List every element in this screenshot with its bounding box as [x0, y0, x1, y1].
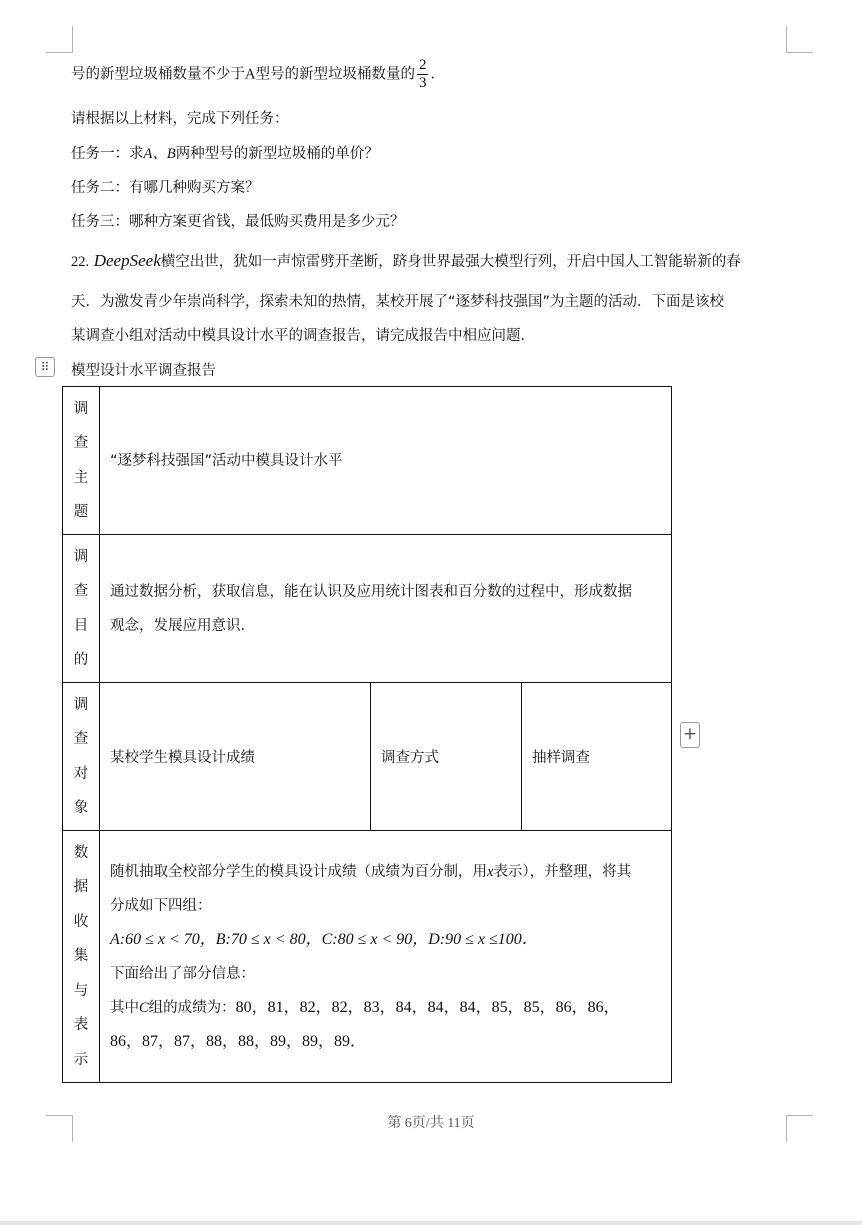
table-row	[63, 831, 672, 1083]
topic-content[interactable]	[100, 387, 672, 535]
label-char: 题	[73, 504, 89, 520]
topic-text: “逐梦科技强国”活动中模具设计水平	[110, 452, 343, 469]
label-char: 调	[73, 696, 89, 713]
question-22-line-3: 某调查小组对活动中模具设计水平的调查报告，请完成报告中相应问题．	[71, 328, 535, 344]
data-line-1	[110, 855, 661, 889]
label-char: 调	[73, 400, 89, 417]
fraction-denominator: 3	[418, 75, 427, 91]
text-span: 号的新型垃圾桶数量不少于	[71, 66, 245, 83]
plus-icon[interactable]: +	[680, 722, 700, 748]
text-span: ．	[430, 66, 445, 83]
math-ab: A、B	[143, 146, 176, 162]
object-content[interactable]: 某校学生模具设计成绩	[100, 683, 371, 831]
label-char: 与	[73, 982, 89, 999]
row-label-object	[63, 683, 100, 831]
method-value[interactable]: 抽样调查	[522, 683, 672, 831]
page-footer: 第 6页/共 11页	[387, 1116, 475, 1131]
question-number: 22.	[71, 254, 90, 270]
label-char: 目	[73, 617, 89, 634]
label-char: 数	[73, 844, 89, 861]
deepseek-name: DeepSeek	[93, 251, 161, 270]
group-definitions: A:60 ≤ x < 70，B:70 ≤ x < 80，C:80 ≤ x < 90，D:90 ≤ x ≤100．	[110, 930, 538, 948]
table-row	[63, 535, 672, 683]
label-char: 据	[73, 879, 89, 896]
crop-mark-top-left	[46, 26, 73, 53]
method-label[interactable]: 调查方式	[371, 683, 522, 831]
label-char: 调	[73, 548, 89, 565]
text-line-2: 请根据以上材料，完成下列任务：	[71, 111, 289, 127]
text-span: 型号的新型垃圾桶数量的	[255, 66, 415, 83]
row-label-topic	[63, 387, 100, 535]
label-char: 主	[73, 469, 89, 486]
label-char: 查	[73, 583, 89, 599]
text-span: 横空出世，犹如一声惊雷劈开垄断，跻身世界最强大模型行列，开启中国人工智能崭新的春	[160, 254, 741, 270]
data-line-5	[110, 991, 661, 1025]
row-label-data	[63, 831, 100, 1083]
question-22-line-1	[71, 250, 741, 271]
letter-a: A	[245, 66, 256, 83]
label-char: 表	[73, 1017, 89, 1034]
label-char: 对	[73, 765, 89, 782]
label-char: 收	[73, 913, 89, 930]
task-three: 任务三：哪种方案更省钱，最低购买费用是多少元？	[71, 214, 405, 230]
table-title: 模型设计水平调查报告	[71, 363, 216, 379]
text-span: 其中	[110, 999, 139, 1016]
crop-mark-top-right	[786, 26, 813, 53]
purpose-text-line: 通过数据分析，获取信息，能在认识及应用统计图表和百分数的过程中，形成数据	[110, 583, 632, 600]
text-span: 任务一：求	[71, 146, 144, 162]
text-span: 随机抽取全校部分学生的模具设计成绩（成绩为百分制，用	[110, 863, 487, 880]
label-char: 象	[73, 800, 89, 816]
survey-report-table	[62, 386, 672, 1083]
table-row	[63, 387, 672, 535]
bottom-scroll-bar	[0, 1221, 862, 1225]
drag-handle-icon[interactable]: ⠿	[35, 357, 55, 377]
scores-line-2: 86，87，87，88，88，89，89，89．	[110, 1032, 367, 1050]
question-22-line-2: 天．为激发青少年崇尚科学，探索未知的热情，某校开展了“逐梦科技强国”为主题的活动．下面是该校	[71, 294, 725, 310]
data-content[interactable]	[100, 831, 672, 1083]
label-char: 示	[73, 1051, 89, 1068]
purpose-content[interactable]	[100, 535, 672, 683]
data-line-2: 分成如下四组：	[110, 897, 212, 914]
text-line-1	[71, 57, 445, 92]
text-span: 组的成绩为：	[148, 999, 236, 1016]
purpose-text-line: 观念，发展应用意识．	[110, 617, 255, 634]
fraction-numerator: 2	[418, 57, 427, 73]
math-x: x	[487, 863, 494, 880]
row-label-purpose	[63, 535, 100, 683]
label-char: 查	[73, 435, 89, 451]
fraction	[417, 57, 429, 92]
label-char: 集	[73, 948, 89, 965]
math-c: C	[139, 999, 149, 1016]
task-one	[71, 142, 379, 163]
label-char: 查	[73, 731, 89, 747]
scores-line-1: 80，81，82，82，83，84，84，84，85，85，86，86，	[235, 998, 620, 1016]
text-span: 表示），并整理，将其	[493, 863, 632, 880]
text-span: 两种型号的新型垃圾桶的单价？	[175, 146, 379, 162]
table-row	[63, 683, 672, 831]
data-line-4: 下面给出了部分信息：	[110, 965, 255, 982]
label-char: 的	[73, 652, 89, 668]
task-two: 任务二：有哪几种购买方案？	[71, 180, 260, 196]
